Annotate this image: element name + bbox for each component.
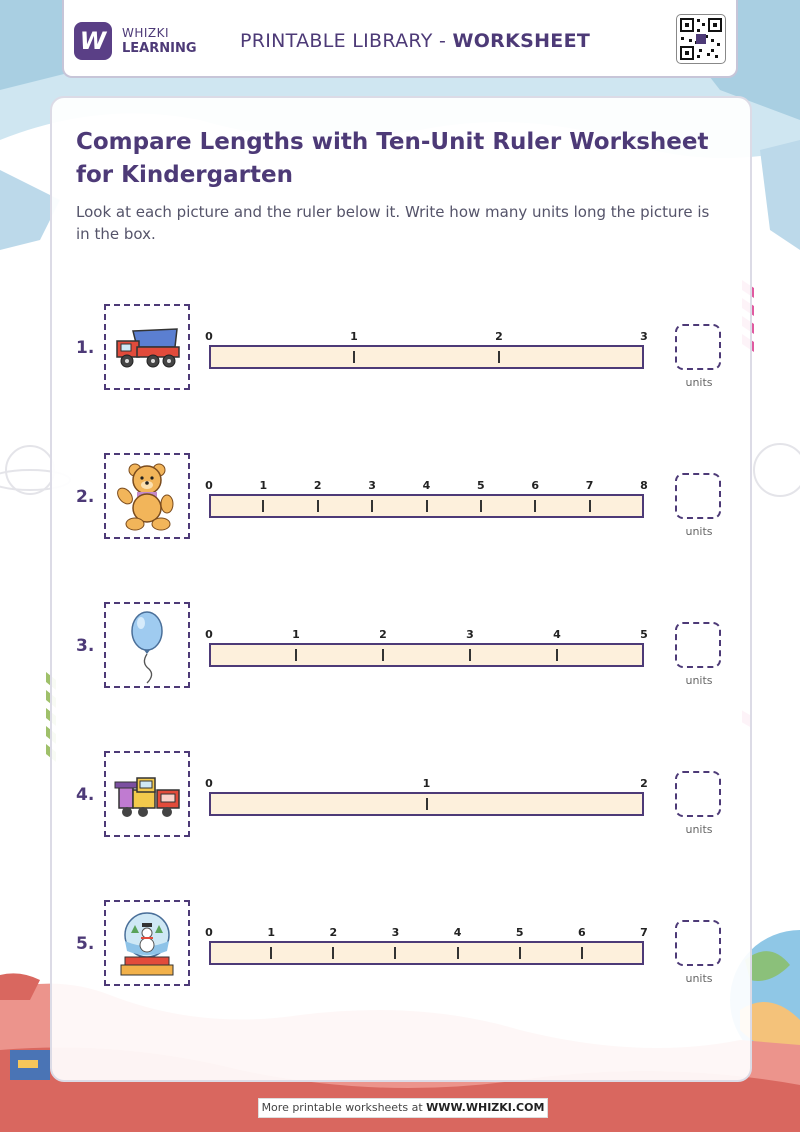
- ruler-tick-label: 4: [453, 926, 462, 939]
- ruler-tick-label: 6: [531, 479, 540, 492]
- answer-box[interactable]: [675, 473, 721, 519]
- ruler-tick-label: 1: [292, 628, 300, 641]
- ruler-tick-label: 0: [205, 628, 213, 641]
- units-label: units: [685, 525, 713, 538]
- ruler-tick: [498, 351, 500, 363]
- ruler-tick: [457, 947, 459, 959]
- footer-link[interactable]: WWW.WHIZKI.COM: [426, 1101, 545, 1114]
- ruler-tick: [295, 649, 297, 661]
- snow-globe-icon: [107, 903, 187, 987]
- ruler-tick-label: 2: [640, 777, 648, 790]
- ruler-tick-label: 2: [329, 926, 338, 939]
- ruler-tick: [317, 500, 319, 512]
- units-label: units: [685, 376, 713, 389]
- problem-number: 3.: [76, 636, 95, 656]
- ruler-tick-label: 0: [205, 926, 213, 939]
- problem-number: 1.: [76, 338, 95, 358]
- ruler-bar: [209, 941, 644, 965]
- ruler-tick-label: 1: [350, 330, 358, 343]
- ruler-tick-label: 1: [267, 926, 275, 939]
- picture-frame: [104, 304, 190, 390]
- ruler-tick-label: 0: [205, 330, 213, 343]
- worksheet-instructions: Look at each picture and the ruler below it. Write how many units long the picture is in the box.: [76, 203, 710, 243]
- ruler-tick: [589, 500, 591, 512]
- ruler-tick: [382, 649, 384, 661]
- ruler-tick: [332, 947, 334, 959]
- qr-code-icon: [676, 14, 726, 64]
- teddy-bear-icon: [107, 456, 187, 540]
- ruler-tick-label: 7: [640, 926, 648, 939]
- picture-frame: [104, 453, 190, 539]
- ruler-tick-label: 0: [205, 479, 213, 492]
- balloon-icon: [107, 605, 187, 689]
- ruler-tick: [519, 947, 521, 959]
- ruler-tick: [426, 798, 428, 810]
- ruler-tick-label: 2: [495, 330, 503, 343]
- ruler-tick-label: 5: [640, 628, 648, 641]
- footer-banner: [258, 1098, 548, 1118]
- answer-box[interactable]: [675, 622, 721, 668]
- footer-text: More printable worksheets at: [261, 1101, 427, 1114]
- header-title: [240, 30, 590, 52]
- ruler-tick-label: 3: [466, 628, 474, 641]
- ruler-tick: [581, 947, 583, 959]
- ruler-bar: [209, 345, 644, 369]
- ruler-tick: [394, 947, 396, 959]
- ruler-tick-label: 3: [368, 479, 376, 492]
- dump-truck-icon: [107, 307, 187, 391]
- brand-name-bottom: LEARNING: [122, 41, 197, 56]
- ruler-tick: [262, 500, 264, 512]
- ruler-tick: [270, 947, 272, 959]
- ruler-tick: [534, 500, 536, 512]
- ruler-tick-label: 7: [585, 479, 594, 492]
- ruler-tick-label: 5: [477, 479, 485, 492]
- ruler-tick-label: 4: [422, 479, 431, 492]
- ruler-tick: [371, 500, 373, 512]
- picture-frame: [104, 900, 190, 986]
- problem-number: 2.: [76, 487, 95, 507]
- whizki-logo-icon: [74, 22, 112, 60]
- units-label: units: [685, 972, 713, 985]
- ruler-tick-label: 8: [640, 479, 648, 492]
- ruler-tick: [426, 500, 428, 512]
- answer-box[interactable]: [675, 324, 721, 370]
- ruler-bar: [209, 643, 644, 667]
- ruler-tick-label: 1: [422, 777, 431, 790]
- picture-frame: [104, 602, 190, 688]
- ruler-tick-label: 1: [259, 479, 268, 492]
- units-label: units: [685, 823, 713, 836]
- logo-letter: W: [79, 27, 107, 55]
- answer-box[interactable]: [675, 771, 721, 817]
- ruler-tick: [556, 649, 558, 661]
- header-title-prefix: PRINTABLE LIBRARY -: [240, 30, 453, 52]
- ruler-tick-label: 2: [379, 628, 387, 641]
- toy-train-icon: [107, 754, 187, 838]
- ruler-tick-label: 5: [515, 926, 524, 939]
- ruler-tick-label: 6: [578, 926, 586, 939]
- header-title-bold: WORKSHEET: [452, 30, 591, 52]
- ruler-tick: [480, 500, 482, 512]
- ruler-tick: [469, 649, 471, 661]
- ruler-tick-label: 3: [640, 330, 648, 343]
- worksheet-title: Compare Lengths with Ten-Unit Ruler Worksheet for Kindergarten: [76, 129, 709, 188]
- ruler-tick: [353, 351, 355, 363]
- ruler-tick-label: 2: [313, 479, 322, 492]
- brand-name-top: WHIZKI: [122, 26, 170, 40]
- units-label: units: [685, 674, 713, 687]
- problem-number: 4.: [76, 785, 95, 805]
- ruler-tick-label: 0: [205, 777, 213, 790]
- problem-number: 5.: [76, 934, 95, 954]
- picture-frame: [104, 751, 190, 837]
- ruler-tick-label: 4: [553, 628, 561, 641]
- answer-box[interactable]: [675, 920, 721, 966]
- ruler-tick-label: 3: [391, 926, 400, 939]
